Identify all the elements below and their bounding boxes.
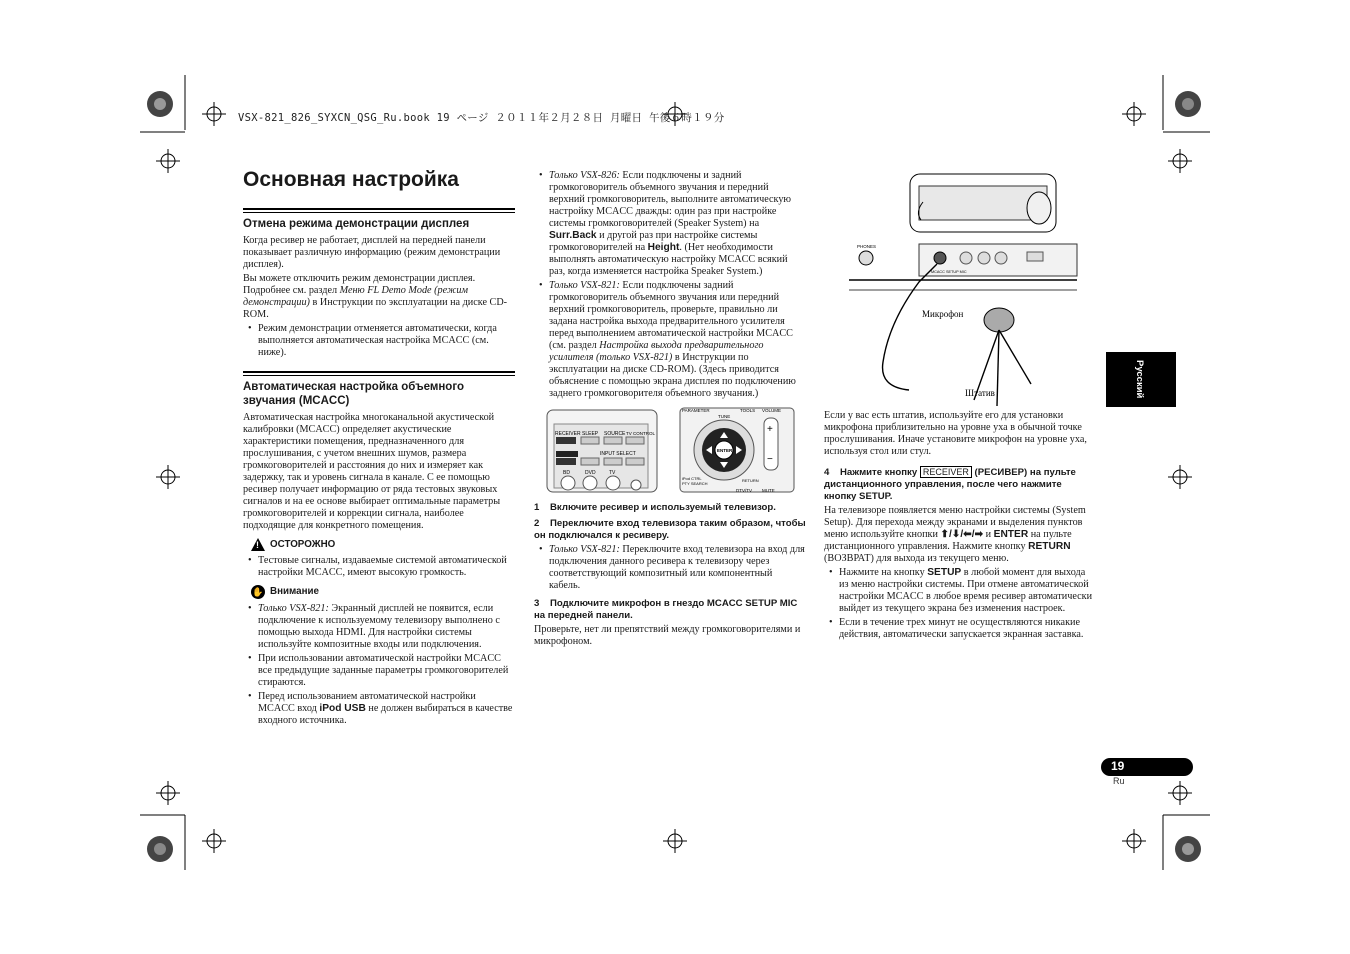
tv-label: TV <box>609 470 616 476</box>
dvd-button[interactable] <box>583 476 597 490</box>
language-code: Ru <box>1113 776 1125 786</box>
registration-sunburst-br <box>1175 836 1201 862</box>
tune-label-top: TUNE <box>718 414 731 419</box>
parameter-label: PARAMETER <box>682 408 710 413</box>
microphone-label: Микрофон <box>922 309 964 319</box>
enter-label: ENTER <box>717 448 733 453</box>
tv-button[interactable] <box>606 476 620 490</box>
dvd-label: DVD <box>585 470 596 476</box>
column-3 <box>824 410 1096 643</box>
mic-cable <box>883 264 937 390</box>
step-3: 3 Подключите микрофон в гнездо MCACC SETUP MIC на передней панели. <box>534 598 798 621</box>
section-rule <box>243 208 515 213</box>
sleep-label: SLEEP <box>582 431 599 437</box>
language-side-tab: Русский <box>1106 352 1176 407</box>
paragraph: Проверьте, нет ли препятствий между громкоговорителями и микрофоном. <box>534 624 801 647</box>
phones-jack <box>859 251 873 265</box>
return-label: RETURN <box>742 478 759 483</box>
tv-control-label: TV CONTROL <box>626 431 656 436</box>
step-4: 4 Нажмите кнопку RECEIVER (РЕСИВЕР) на пульте дистанционного управления, после чего нажмите кнопку SETUP. <box>824 467 1076 502</box>
ipod-ctrl-label: iPod CTRL <box>682 476 702 481</box>
warning-icon: ! <box>251 538 265 551</box>
mcacc-label: MCACC SETUP MIC <box>931 270 967 274</box>
section-rule <box>243 371 515 376</box>
input-right-button[interactable] <box>604 458 622 465</box>
column-1 <box>243 208 515 729</box>
receiver-input-button[interactable] <box>556 458 576 465</box>
bullet-item: • Если в течение трех минут не осуществляются никакие действия, автоматически запускается экранная заставка. <box>824 617 1096 641</box>
file-header: VSX-821_826_SYXCN_QSG_Ru.book 19 ページ ２０１１年２月２８日 月曜日 午後６時１９分 <box>238 112 725 124</box>
bullet-item: • Перед использованием автоматической настройки MCACC вход iPod USB не должен выбираться в качестве входного источника. <box>243 691 515 727</box>
receiver-button-label: RECEIVER <box>555 431 581 437</box>
microphone-icon <box>984 308 1014 332</box>
section-heading-mcacc: Автоматическая настройка объемного звучания (MCACC) <box>243 381 464 407</box>
stand-label: Штатив <box>965 388 995 398</box>
column-2 <box>534 170 806 402</box>
bullet-item: • Только VSX-821: Если подключены задний громкоговоритель объемного звучания или передний верхний громкоговоритель, проверьте, правильно ли задана настройка выхода предварительного усилителя перед выполнением автоматической настройки MCACC (см. раздел Настройка выхода предварительного усилителя (только VSX-821) в Инструкции по эксплуатации на диске CD-ROM). (Здесь приводится объяснение с помощью экрана дисплея по подключению заднего громкоговорителя объемного звучания.) <box>534 280 806 400</box>
input-select-label: INPUT SELECT <box>600 451 636 457</box>
tv-input-button[interactable] <box>626 458 644 465</box>
registration-sunburst-tl <box>147 91 173 117</box>
phones-label: PHONES <box>857 244 877 249</box>
column-2-steps <box>534 502 806 650</box>
receiver-button[interactable] <box>556 437 576 444</box>
paragraph: Если у вас есть штатив, используйте его для установки микрофона приблизительно на уровне уха в обычной точке прослушивания. Иначе установите микрофон на уровне уха, используя стол или стул. <box>824 410 1087 457</box>
bullet-item: • Только VSX-826: Если подключены и задний громкоговоритель объемного звучания и передний верхний громкоговоритель, выполните автоматическую настройку MCACC дважды: один раз при настройке системы громкоговорителей (Speaker System) на Surr.Back и другой раз при настройке системы громкоговорителей на Height. (Нет необходимости выполнять автоматическую настройку MCACC всякий раз, когда изменяется настройка Speaker System.) <box>534 170 806 278</box>
tv-power-button[interactable] <box>626 437 644 444</box>
microphone-setup-figure <box>849 172 1079 408</box>
sleep-button[interactable] <box>581 437 599 444</box>
source-label: SOURCE <box>604 431 626 437</box>
registration-sunburst-tr <box>1175 91 1201 117</box>
bullet-item: • При использовании автоматической настройки MCACC все предыдущие заданные параметры громкоговорителей стираются. <box>243 653 515 689</box>
plus-button[interactable] <box>631 480 641 490</box>
mcacc-mic-jack <box>934 252 946 264</box>
input-left-button[interactable] <box>581 458 599 465</box>
tools-label: TOOLS <box>740 408 756 413</box>
step-1: 1 Включите ресивер и используемый телевизор. <box>534 502 776 513</box>
dtv-tv-label: DTV/TV <box>736 488 753 493</box>
bullet-item: • Только VSX-821: Переключите вход телевизора на вход для подключения данного ресивера к телевизору через соответствующий композитный или компонентный кабель. <box>534 544 806 592</box>
finger-icon <box>1027 192 1051 224</box>
bullet-item: • Только VSX-821: Экранный дисплей не появится, если подключение к используемому телевизору выполнено с помощью выхода HDMI. Для настройки системы используйте композитные входы или подключения. <box>243 603 515 651</box>
bd-button[interactable] <box>561 476 575 490</box>
caution-label: ✋ Внимание <box>252 586 319 597</box>
volume-label: VOLUME <box>762 408 782 413</box>
remote-control-figure <box>546 406 796 494</box>
bd-label: BD <box>563 470 570 476</box>
paragraph: Автоматическая настройка многоканальной акустической калибровки (MCACC) определяет акустические характеристики помещения, предназначенного для прослушивания, с учетом внешних шумов, размера громкоговорителей и расстояния до них и измеряет как задержку, так и уровень сигнала в канале. С ее помощью ресивер получает информацию от ряда тестовых звуковых сигналов и на ее основе выбирает оптимальные параметры громкоговорителей и коррекции сигнала, наиболее подходящие для конкретного помещения. <box>243 412 501 531</box>
page-number-badge: 19 <box>1101 758 1193 776</box>
volume-plus-icon: + <box>767 424 773 435</box>
section-heading-demo: Отмена режима демонстрации дисплея <box>243 218 470 230</box>
warning-label: ! ОСТОРОЖНО <box>251 538 515 551</box>
registration-sunburst-bl <box>147 836 173 862</box>
caution-hand-icon: ✋ <box>252 587 264 597</box>
bullet-item: • Тестовые сигналы, издаваемые системой автоматической настройки MCACC, имеют высокую громкость. <box>243 555 515 579</box>
pty-search-label: PTY SEARCH <box>682 481 708 486</box>
mute-label: MUTE <box>762 488 775 493</box>
source-button[interactable] <box>604 437 622 444</box>
volume-minus-icon: − <box>767 454 773 465</box>
bullet-item: • Нажмите на кнопку SETUP в любой момент для выхода из меню настройки системы. При отмене автоматической настройки MCACC в любое время ресивер автоматически выйдет из текущего экрана без изменения настроек. <box>824 567 1096 615</box>
paragraph: Вы можете отключить режим демонстрации дисплея. Подробнее см. раздел Меню FL Demo Mode (режим демонстрации) в Инструкции по эксплуатации на диске CD-ROM. <box>243 273 508 320</box>
paragraph: На телевизоре появляется меню настройки системы (System Setup). Для перехода между экранами и выделения пунктов меню используйте кнопки ⬆/⬇/⬅/➡ и ENTER на пульте дистанционного управления. Нажмите кнопку RETURN (ВОЗВРАТ) для выхода из текущего меню. <box>824 505 1086 564</box>
paragraph: Когда ресивер не работает, дисплей на передней панели показывает различную информацию (режим демонстрации дисплея). <box>243 235 501 270</box>
step-2: 2 Переключите вход телевизора таким образом, чтобы он подключался к ресиверу. <box>534 518 806 541</box>
receiver-key-icon: RECEIVER <box>920 466 972 478</box>
page-title: Основная настройка <box>243 168 459 191</box>
bullet-item: • Режим демонстрации отменяется автоматически, когда выполняется автоматическая настройка MCACC (см. ниже). <box>243 323 515 359</box>
